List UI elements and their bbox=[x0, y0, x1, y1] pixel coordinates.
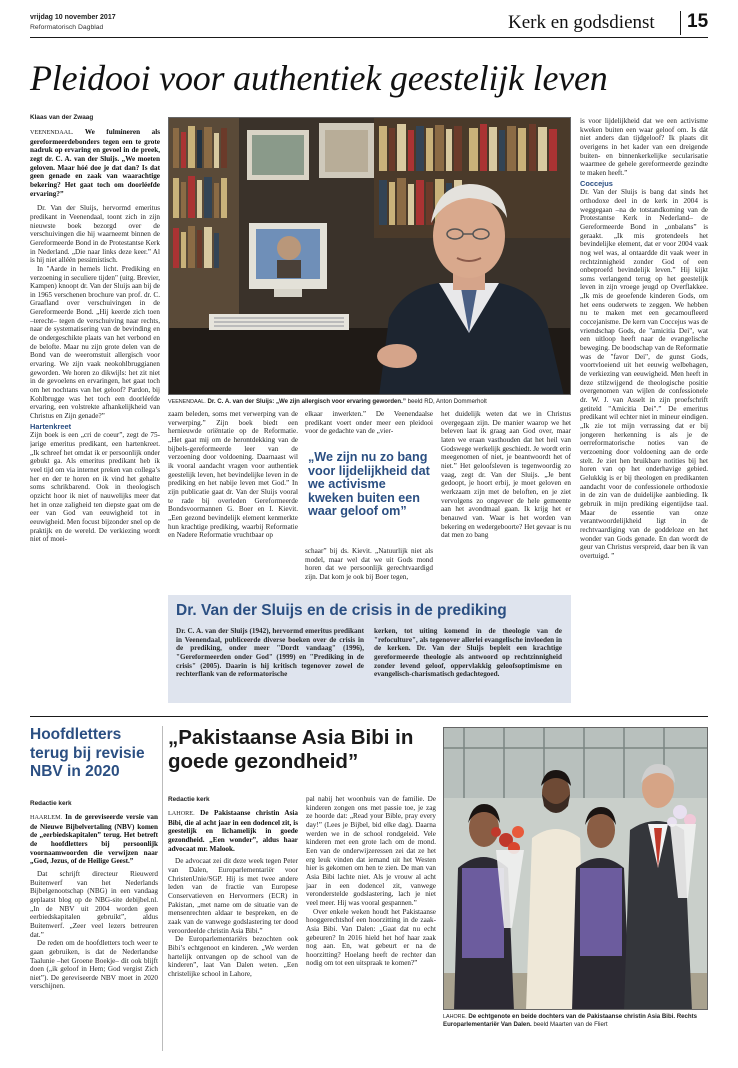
pull-quote: „We zijn nu zo bang voor lijdelijkheid dat we activisme kweken buiten een waar geloof om” bbox=[308, 450, 430, 519]
nbv-dateline: HAARLEM. bbox=[30, 814, 63, 821]
family-image bbox=[444, 728, 708, 1010]
bibi-intro: De Pakistaanse christin Asia Bibi, die al acht jaar in een dodencel zit, is geestelijk en lichamelijk in goede gezondheid. „Een wonder”, aldus haar advocaat mr. Malook. bbox=[168, 809, 298, 853]
section-title: Kerk en godsdienst bbox=[508, 12, 655, 33]
bibi-column-2 bbox=[306, 795, 436, 1065]
section-rule bbox=[30, 716, 708, 717]
lead-column-3-cont bbox=[305, 547, 433, 583]
masthead-paper: Reformatorisch Dagblad bbox=[30, 24, 104, 31]
lead-paragraph: Dr. Van der Sluijs, hervormd emeritus predikant in Veenendaal, toont zich in zijn nieuwste boek bezorgd over de verschuivingen die hij waarneemt binnen de Gereformeerde Bond in de Protestantse Kerk in Nederland. „Die naar links deze keer.” Al is hij niet alléén pessimistisch. bbox=[30, 204, 160, 265]
lead-paragraph: Zijn boek is een „cri de coeur”, zegt de 75-jarige emeritus predikant, een hartenkreet. „Ik schreef het omdat ik er persoonlijk onder gebukt ga. Als emeritus predikant heb ik veel tijd om via internet preken van collega’s her en der te horen en ik vind het gehalte soms schrikbarend. Ook in theologisch opzicht hoor ik niet of nauwelijks meer dat het in onze zaligheid ten diepste gaat om de eer van God van eeuwigheid tot in eeuwigheid. Men focust bijzonder snel op de praktijk en de wereld. De verkiezing wordt niet of moei- bbox=[30, 431, 160, 544]
portrait-image bbox=[169, 118, 571, 395]
nbv-body bbox=[30, 813, 158, 1063]
info-box bbox=[168, 595, 571, 703]
bibi-paragraph: Over enkele weken houdt het Pakistaanse hooggerechtshof een hoorzitting in de zaak-Asia Bibi. Van Dalen: „Gaat dat nu echt gebeuren? In 2016 hield het hof haar zaak nog aan. En, wat gebeurt er na de hoorzitting? Hoelang heeft de rechter dan nodig om tot een uitspraak te komen?” bbox=[306, 907, 436, 968]
photo-credit: beeld Maarten van de Fliert bbox=[533, 1021, 608, 1028]
nbv-paragraph: Dat schrijft directeur Rieuwerd Buitenwerf van het Nederlands Bijbelgenootschap (NBG) in een vandaag geplaatst blog op de NBG-site debijbel.nl. „In de NBV uit 2004 worden geen eerbiedskapitalen gebruikt”, aldus Buitenwerf. „Zeer veel lezers betreuren dat.” bbox=[30, 869, 158, 939]
bibi-paragraph: De Europarlementariërs bezochten ook Bibi’s echtgenoot en kinderen. „We werden hartelijk ontvangen op de school van de kinderen”, laat Van Dalen weten. „Een christelijke school in Lahore, bbox=[168, 935, 298, 978]
info-box-title: Dr. Van der Sluijs en de crisis in de prediking bbox=[176, 602, 507, 619]
lead-column-5 bbox=[580, 117, 708, 705]
masthead-date: vrijdag 10 november 2017 bbox=[30, 14, 116, 21]
nbv-paragraph: De reden om de hoofdletters toch weer te gaan gebruiken, is dat de Nederlandse Taalunie –het Groene Boekje– dit ook blijft doen („ik geloof in Hem; God vergist Zich niet”). De gereviseerde NBV moet in 2020 verschijnen. bbox=[30, 939, 158, 991]
caption-text: De echtgenote en beide dochters van de Pakistaanse christin Asia Bibi. Rechts Europarlementariër Van Dalen. bbox=[443, 1013, 698, 1028]
masthead-divider bbox=[680, 11, 681, 35]
lead-dateline: VEENENDAAL. bbox=[30, 129, 74, 136]
lead-photo bbox=[168, 117, 571, 395]
lead-headline: Pleidooi voor authentiek geestelijk leven bbox=[30, 58, 608, 98]
subhead-coccejus: Coccejus bbox=[580, 178, 613, 188]
lead-column-4 bbox=[441, 410, 571, 582]
bibi-photo bbox=[443, 727, 708, 1010]
lead-paragraph: Dr. Van der Sluijs is bang dat sinds het orthodoxe deel in de kerk in 2004 is weggegaan –na de totstandkoming van de Protestantse Kerk in Nederland– de Gereformeerde Bond in „onbalans” is geraakt. „Ik mis grotendeels het bevindelijke element, dat er voor 2004 vaak nog wel was, al ontaardde dit vaak weer in rechtzinnigheid zonder God of een onbeproefd bevindelijk leven.” Hij kijkt soms verlangend terug op het geestelijk leven in zijn vroege jeugd op Overflakkee. „Ik mis de geoefende kinderen Gods, om het eens ouderwets te zeggen. We hebben nu te maken met een gecamoufleerd coccejanisme. De kern van Coccejus was de vriendschap Gods, de "amicitia Dei", wat een uitloop heeft naar de evangelische beweging. De boodschap van de Reformatie was de "favor Dei", de gunst Gods, voortvloeiend uit het eeuwig welbehagen, de verkiezing van eeuwigheid. Men heeft in deze stilzwijgend de theologische positie overgenomen van wijlen de confessionele dr. W. J. van Asselt in zijn proefschrift getiteld "Amicitia Dei".” De emeritus predikant wil echter niet in mineur eindigen. „Ik zie tot mijn verrassing dat er bij jongeren herkenning is als je de oerreformatorische noties van de verzoening door voldoening aan de orde stelt. Je ziet hen bruikbare notities bij het horen van op het onderhavige gebied. Gelukkig is er bij theologen en predikanten aandacht voor de confessionele orthodoxie in de zin van de duidelijke aanbieding. Ik gebruik in mijn prediking eigentijdse taal. Maar de essentie van onze verantwoordelijkheid ligt in de rechtvaardiging van de goddeloze en het wonder van Gods genade. En dan wordt de geur van Christus verspreid, daar ben ik van overtuigd. ” bbox=[580, 188, 708, 560]
caption-place: VEENENDAAL. bbox=[168, 399, 206, 405]
bibi-photo-caption bbox=[443, 1013, 708, 1029]
info-box-left: Dr. C. A. van der Sluijs (1942), hervormd emeritus predikant in Veenendaal, publiceerde diverse boeken over de crisis in de prediking, onder meer "Dordt vandaag" (1996), "Gereformeerden onder God" (1999) en "Prediking in de crisis" (2005). Daarin is hij kritisch tegenover zowel de rechterflank van de reformatorische bbox=[176, 627, 364, 679]
page-number: 15 bbox=[687, 11, 709, 32]
bibi-paragraph: De advocaat zei dit deze week tegen Peter van Dalen, Europarlementariër voor ChristenUnie/SGP. Hij is met twee andere leden van de fractie van Europese Conservatieven en Hervormers (ECR) in Pakistan, „met name om de situatie van de mensenrechten aldaar te bespreken, en de zaak van de vanwege godslastering ter dood veroordeelde christin Asia Bibi.” bbox=[168, 857, 298, 935]
lead-paragraph: is voor lijdelijkheid dat we een activisme kweken buiten een waar geloof om. Is dát niet anders dan tijdgeloof? Ik plaats dit overigens in het kader van een dreigende buiten- en binnenkerkelijke secularisatie waarmee de gehele gereformeerde gezindte te maken heeft.” bbox=[580, 117, 708, 177]
lead-paragraph: schaar” bij ds. Kievit. „Natuurlijk niet als model, maar wel dat we uit Gods mond horen dat we persoonlijk gerechtvaardigd zijn. Dat kom je ook bij Boer tegen, bbox=[305, 547, 433, 581]
info-box-right: kerken, tot uiting komend in de theologie van de "refoculture", als tegenover allerlei evangelische invloeden in de kerken. Dr. Van der Sluijs bepleit een krachtige gereformeerde theologie als antwoord op rechtzinnigheid zonder levend geloof, oppervlakkig geloofsoptimisme en evangelisch-charismatisch gedachtegoed. bbox=[374, 627, 562, 679]
bibi-byline: Redactie kerk bbox=[168, 796, 210, 803]
lead-column-3 bbox=[305, 410, 433, 436]
lead-column-2 bbox=[168, 410, 298, 582]
caption-text: Dr. C. A. van der Sluijs: „We zijn allergisch voor ervaring geworden.” bbox=[207, 398, 406, 405]
nbv-byline: Redactie kerk bbox=[30, 800, 72, 807]
masthead-rule bbox=[30, 37, 708, 38]
bibi-dateline: LAHORE. bbox=[168, 810, 195, 817]
nbv-headline: Hoofdletters terug bij revisie NBV in 2020 bbox=[30, 726, 145, 780]
lead-byline: Klaas van der Zwaag bbox=[30, 114, 94, 121]
lead-paragraph: het duidelijk weten dat we in Christus overgegaan zijn. De manier waarop we het beleven laat ik graag aan God over, maar laten we eraan vasthouden dat het heil van Godswege werkelijk geschiedt. Je wordt erin meegenomen of niet, je beantwoordt het of niet.” Het geloofsleven is tegenwoordig zo vaag, zegt dr. Van der Sluijs. „Je bent gedoopt, je hoort erbij, je moet geloven en werkzaam zijn met de beloften, en je ziet vervolgens zo ongeveer de hele gemeente aan het avondmaal gaan. Ik krijg het er benauwd van. Waar is het worden van bekering en wedergeboorte? Het gevaar is nu dat men zo bang bbox=[441, 410, 571, 540]
lead-column-1 bbox=[30, 128, 160, 712]
lead-paragraph: elkaar inwerkten.” De Veenendaalse predikant voert onder meer een pleidooi voor de gedachte van de „vier- bbox=[305, 410, 433, 436]
bibi-paragraph: pal nabij het woonhuis van de familie. De kinderen zongen ons met passie toe, je zag ze hoorde dat: „Read your Bible, pray every day!” (Lees je Bijbel, bid elke dag). Daarna werden we in de school rondgeleid. Vele kinderen met een grote lach om de mond. Een van de onderwijzeressen zei dat ze het erg leuk vinden dat iemand uit het Westen hier is gekomen om hen te zien. De man van Asia Bibi lachte niet. Als je vrouw al acht jaar in een dodencel zit, vanwege veronderstelde godslastering, lach je niet veel meer. Hij was vooral gespannen.” bbox=[306, 795, 436, 907]
caption-place: LAHORE. bbox=[443, 1014, 467, 1020]
lead-paragraph: In "Aarde in hemels licht. Prediking en verzoening in seculiere tijden" (uitg. Brevier, Kampen) knoopt dr. Van der Sluijs aan bij de in 1965 verschenen brochure van prof. dr. C. Graafland over verschuivingen in de Gereformeerde Bond. „Hij keerde zich toen –terecht– tegen de verschuiving naar rechts, naar de systematisering van de bevinding en de ondergeschikte plaats van het verbond en de belofte. Maar nu zijn grote delen van de Bond van de weeromstuit allergisch voor ervaring. We zijn vaak neokohlbruggianen geworden. We horen zo dikwijls: het zit niet in de gevoelens en ervaringen, het gaat toch om het nochtans van het geloof? Pardon, bij Kohlbrugge was het toch een doorléefde ervaring, een volstrekte afhankelijkheid van Christus en Zijn genade?” bbox=[30, 264, 160, 420]
subhead-hartenkreet: Hartenkreet bbox=[30, 421, 72, 431]
lead-paragraph: zaam beleden, soms met verwerping van de verwerping.” Zijn boek biedt een hernieuwde oriëntatie op de Reformatie. „Het gaat mij om de herontdekking van de bijbels-gereformeerde leer van de verzoening door voldoening. Daarnaast wil ik vooral aandacht vragen voor authentiek geestelijk leven, het bevindelijke leven in de prediking en het nabije leven met God.” In zijn publicatie gaat dr. Van der Sluijs vooral te rade bij overleden Gereformeerde Bondsvoormannen G. Boer en I. Kievit. „Een gezond bevindelijk element kenmerkte hun krachtige prediking, waarbij Reformatie en Nadere Reformatie vruchtbaar op bbox=[168, 410, 298, 540]
photo-credit: beeld RD, Anton Dommerholt bbox=[407, 398, 487, 405]
nbv-intro: In de gereviseerde versie van de Nieuwe Bijbelvertaling (NBV) komen de „eerbiedskapitalen” terug. Het betreft de hoofdletters bij persoonlijk voornaamwoorden die verwijzen naar „God, Jezus, of de Heilige Geest.” bbox=[30, 813, 158, 866]
bibi-headline: „Pakistaanse Asia Bibi in goede gezondheid” bbox=[168, 726, 414, 773]
lead-photo-caption bbox=[168, 398, 571, 406]
bibi-column-1 bbox=[168, 809, 298, 1065]
column-divider bbox=[162, 726, 163, 1051]
lead-intro: We fulmineren als gereformeerdebonders tegen een te grote nadruk op ervaring en gevoel in de preek, zegt dr. C. A. van der Sluijs. „We moeten geloven. Maar hóé doe je dat dan? Is dat geen genade en zaak van waarachtige bekering? Het gaat toch om doorléefde ervaring?” bbox=[30, 128, 160, 198]
